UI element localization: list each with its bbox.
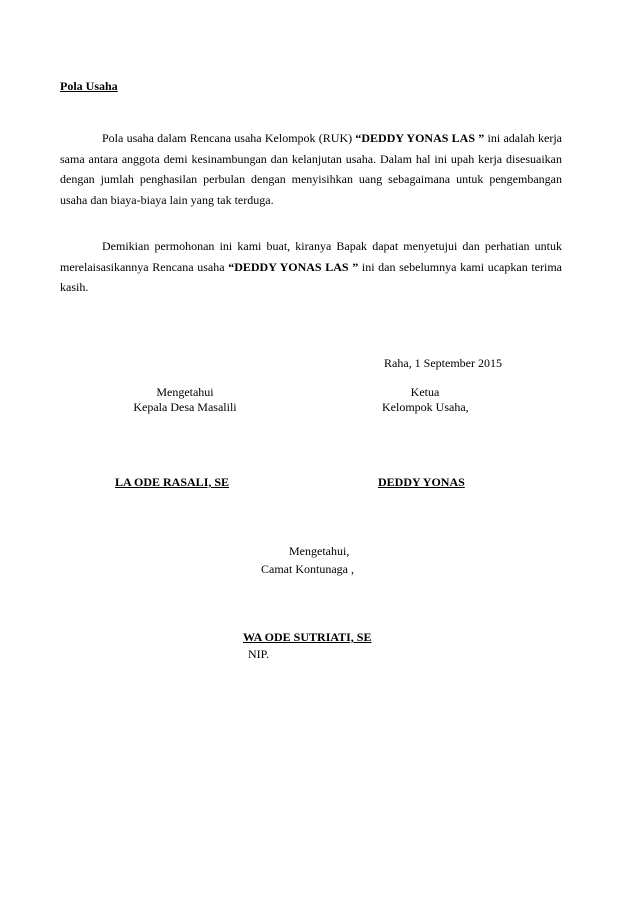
paragraph-text: ini adalah kerja sama antara anggota demi kesinambungan dan kelanjutan usaha. Dalam hal ini upah kerja disesuaikan dengan jumlah penghasilan perbulan dengan menyisihkan uang sebagaimana untuk pengembangan usaha dan biaya-biaya lain yang tak terduga. [60, 131, 562, 207]
paragraph-pola-usaha [60, 128, 562, 210]
paragraph-text: Demikian permohonan ini kami buat, kiranya Bapak dapat menyetujui dan perhatian untuk merelaisasikannya Rencana usaha [60, 239, 562, 274]
right-signatory-label: Ketua [410, 385, 440, 399]
bottom-signatory-name: WA ODE SUTRIATI, SE [243, 630, 372, 644]
left-signatory-label: Mengetahui [156, 385, 214, 399]
place-date: Raha, 1 September 2015 [384, 356, 502, 370]
business-name: “DEDDY YONAS LAS ” [355, 131, 485, 145]
paragraph-closing [60, 236, 562, 298]
right-signatory-name: DEDDY YONAS [378, 475, 465, 489]
left-signatory-title: Kepala Desa Masalili [133, 400, 237, 414]
page-heading: Pola Usaha [60, 79, 118, 93]
business-name: “DEDDY YONAS LAS ” [228, 259, 359, 274]
bottom-signatory-label: Mengetahui, [289, 544, 350, 558]
bottom-signatory-nip: NIP. [248, 647, 270, 661]
paragraph-text: ini dan sebelumnya kami ucapkan terima kasih. [60, 259, 562, 294]
paragraph-text: Pola usaha dalam Rencana usaha Kelompok (RUK) [102, 131, 356, 145]
bottom-signatory-title: Camat Kontunaga , [261, 562, 354, 576]
left-signatory-name: LA ODE RASALI, SE [115, 475, 230, 489]
right-signatory-title: Kelompok Usaha, [382, 400, 469, 414]
